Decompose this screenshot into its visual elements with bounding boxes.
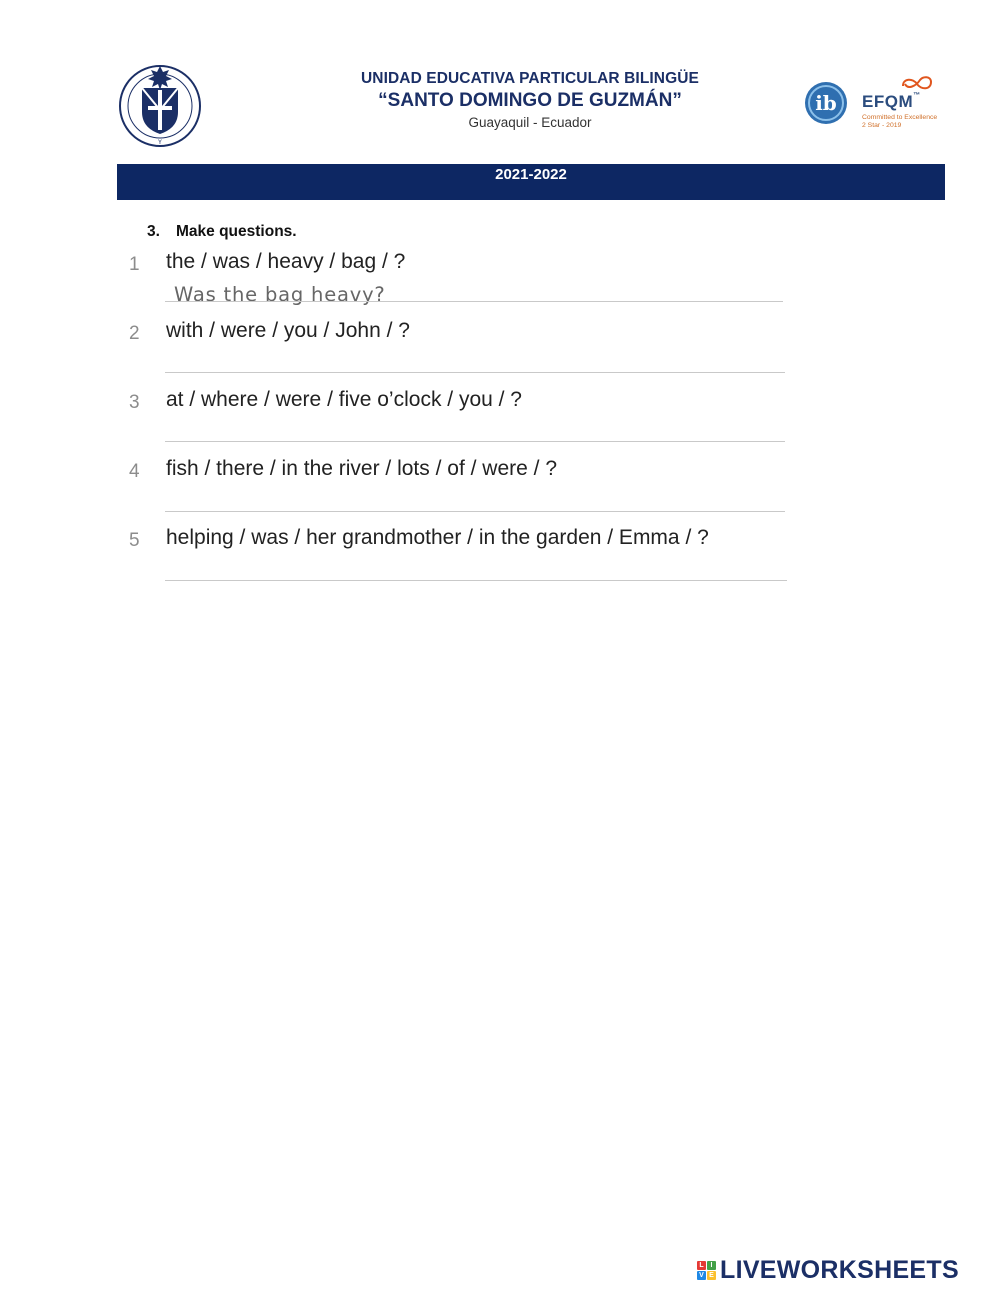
item-number: 4 xyxy=(129,461,140,482)
item-number: 1 xyxy=(129,254,140,275)
liveworksheets-logo[interactable] xyxy=(697,1255,959,1285)
item-prompt: fish / there / in the river / lots / of / were / ? xyxy=(166,457,557,480)
liveworksheets-wordmark: LIVEWORKSHEETS xyxy=(720,1255,959,1284)
item-prompt: with / were / you / John / ? xyxy=(166,319,410,342)
answer-text: Was the bag heavy? xyxy=(174,283,386,306)
ib-logo xyxy=(803,80,849,126)
answer-line[interactable] xyxy=(165,372,785,373)
school-type: UNIDAD EDUCATIVA PARTICULAR BILINGÜE xyxy=(361,70,699,87)
answer-line[interactable] xyxy=(165,580,787,581)
item-prompt: the / was / heavy / bag / ? xyxy=(166,250,406,273)
school-crest-logo xyxy=(116,60,204,150)
school-year-label: 2021-2022 xyxy=(495,166,567,183)
answer-line[interactable] xyxy=(165,441,785,442)
answer-line[interactable] xyxy=(165,301,783,302)
svg-text:Y: Y xyxy=(158,139,162,146)
school-location: Guayaquil - Ecuador xyxy=(468,115,592,130)
ib-logo-text: ib xyxy=(815,91,837,115)
school-name: “SANTO DOMINGO DE GUZMÁN” xyxy=(378,90,682,111)
item-number: 2 xyxy=(129,323,140,344)
item-number: 5 xyxy=(129,530,140,551)
liveworksheets-blocks-icon: L I V E xyxy=(697,1261,716,1280)
efqm-infinity-icon xyxy=(900,74,934,92)
efqm-tagline: Committed to Excellence 2 Star - 2019 xyxy=(862,114,938,129)
item-number: 3 xyxy=(129,392,140,413)
school-year-bar xyxy=(117,164,945,200)
answer-line[interactable] xyxy=(165,511,785,512)
item-prompt: at / where / were / five o’clock / you / ? xyxy=(166,388,522,411)
exercise-number: 3. xyxy=(147,223,160,240)
efqm-logo xyxy=(860,76,950,136)
school-header xyxy=(300,70,760,130)
item-prompt: helping / was / her grandmother / in the garden / Emma / ? xyxy=(166,526,709,549)
exercise-title xyxy=(147,223,297,241)
exercise-instruction: Make questions. xyxy=(176,223,297,240)
efqm-name: EFQM™ xyxy=(862,92,921,111)
